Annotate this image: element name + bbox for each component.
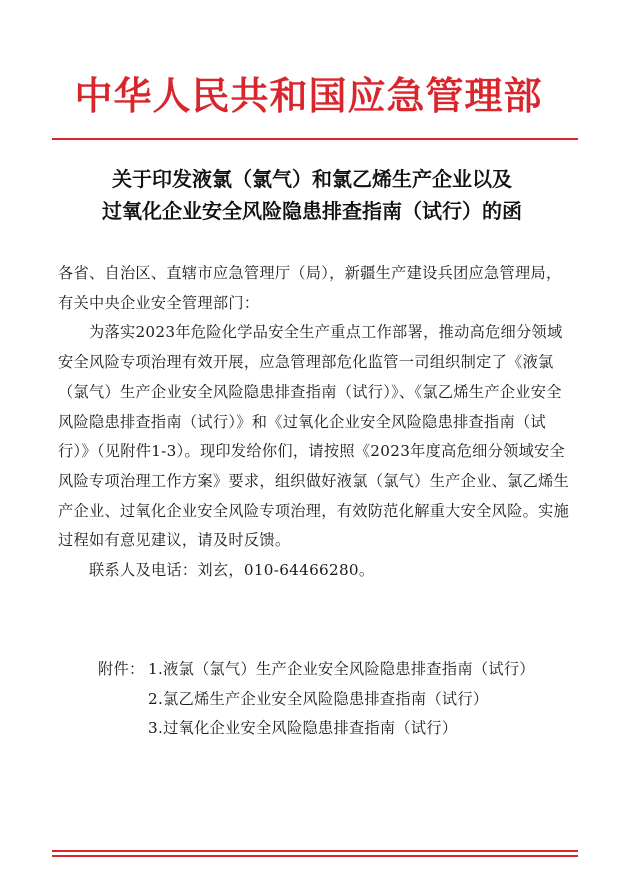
document-title [52,163,572,227]
footer-red-rule-upper [52,850,578,852]
attachment-item [98,655,578,685]
attachment-item-1: 1.液氯（氯气）生产企业安全风险隐患排查指南（试行） [148,660,535,678]
attachment-item-3: 3.过氧化企业安全风险隐患排查指南（试行） [148,719,458,738]
attachment-item [98,714,578,744]
document-title-line-1: 关于印发液氯（氯气）和氯乙烯生产企业以及 [112,167,512,191]
attachments-label: 附件： [98,660,145,678]
document-body [58,259,576,586]
main-paragraph: 为落实2023年危险化学品安全生产重点工作部署，推动高危细分领域安全风险专项治理有效开展，应急管理部危化监管一司组织制定了《液氯（氯气）生产企业安全风险隐患排查指南（试行）》、《氯乙烯生产企业安全风险隐患排查指南（试行）》和《过氧化企业安全风险隐患排查指南（试行）》（见附件1-3）。现印发给你们，请按照《2023年度高危细分领域安全风险专项治理工作方案》要求，组织做好液氯（氯气）生产企业、氯乙烯生产企业、过氧化企业安全风险专项治理，有效防范化解重大安全风险。实施过程如有意见建议，请及时反馈。 [58,323,570,550]
attachment-item-2: 2.氯乙烯生产企业安全风险隐患排查指南（试行） [148,689,489,708]
attachment-item [98,685,578,715]
masthead-org-name: 中华人民共和国应急管理部 [74,73,543,118]
document-title-line-2: 过氧化企业安全风险隐患排查指南（试行）的函 [102,199,522,223]
attachments-list [98,655,578,744]
salutation: 各省、自治区、直辖市应急管理厅（局），新疆生产建设兵团应急管理局，有关中央企业安全管理部门： [58,264,562,312]
footer-red-rule-lower [52,855,578,857]
contact-line: 联系人及电话：刘玄，010-64466280。 [89,561,375,580]
masthead-red-rule [52,138,578,140]
